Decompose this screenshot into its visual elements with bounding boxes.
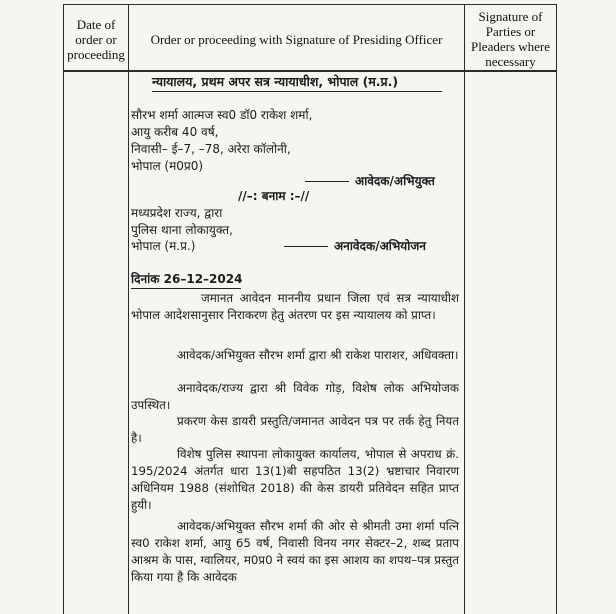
- respondent-city: भोपाल (म.प्र.): [131, 239, 196, 253]
- court-title-underline: [152, 91, 442, 92]
- paragraph-crime-details: विशेष पुलिस स्थापना लोकायुक्त कार्यालय, भोपाल से अपराध क्रं. 195/2024 अंतर्गत धारा 13(1)बी सहपठित 13(2) भ्रष्टाचार निवारण अधिनियम 1988 (संशोधित 2018) की केस डायरी प्रतिवेदन सहित प्राप्त हुयी।: [131, 447, 459, 512]
- paragraph-case-diary: प्रकरण केस डायरी प्रस्तुति/जमानत आवेदन पत्र पर तर्क हेतु नियत है।: [131, 414, 459, 445]
- header-divider: [63, 70, 557, 72]
- column-divider-signature: [464, 4, 465, 614]
- applicant-role: [305, 174, 435, 189]
- order-date: दिनांक 26–12–2024: [131, 272, 243, 286]
- header-date-column: Date of order or proceeding: [67, 16, 125, 62]
- paragraph-applicant-counsel: आवेदक/अभियुक्त सौरभ शर्मा द्वारा श्री राकेश पाराशर, अधिवक्ता।: [177, 348, 459, 362]
- paragraph-affidavit: आवेदक/अभियुक्त सौरभ शर्मा की ओर से श्रीमती उमा शर्मा पत्नि स्व0 राकेश शर्मा, आयु 65 वर्ष, निवासी विनय नगर सेक्टर–2, शब्द प्रताप आश्रम के पास, ग्वालियर, म0प्र0 ने स्वयं का इस आशय का शपथ–पत्र प्रस्तुत किया गया है कि आवेदक: [131, 519, 459, 584]
- applicant-address: निवासी– ई–7, –78, अरेरा कॉलोनी,: [131, 142, 291, 156]
- applicant-name: सौरभ शर्मा आत्मज स्व0 डॉ0 राकेश शर्मा,: [131, 108, 313, 122]
- applicant-age: आयु करीब 40 वर्ष,: [131, 125, 219, 139]
- paragraph-transfer: जमानत आवेदन माननीय प्रधान जिला एवं सत्र न्यायाधीश भोपाल आदेशसानुसार निराकरण हेतु अंतरण पर इस न्यायालय को प्राप्त।: [131, 291, 459, 322]
- applicant-role-label: आवेदक/अभियुक्त: [355, 174, 435, 188]
- order-date-underline: [131, 288, 241, 289]
- applicant-city: भोपाल (म0प्र0): [131, 159, 204, 173]
- column-divider-date: [128, 4, 129, 614]
- respondent-state: मध्यप्रदेश राज्य, द्वारा: [131, 206, 223, 220]
- header-signature-column: Signature of Parties or Pleaders where necessary: [470, 9, 551, 69]
- versus-heading: //–: बनाम :–//: [238, 189, 310, 203]
- role-dash: [284, 246, 328, 247]
- table-top-border: [63, 4, 557, 5]
- table-right-border: [556, 4, 557, 614]
- paragraph-prosecutor: अनावेदक/राज्य द्वारा श्री विवेक गोड़, विशेष लोक अभियोजक उपस्थित।: [131, 381, 459, 412]
- header-order-column: Order or proceeding with Signature of Presiding Officer: [150, 31, 443, 47]
- respondent-role-label: अनावेदक/अभियोजन: [334, 239, 426, 253]
- respondent-role: [284, 239, 426, 254]
- role-dash: [305, 181, 349, 182]
- court-title: न्यायालय, प्रथम अपर सत्र न्यायाधीश, भोपाल (म.प्र.): [152, 74, 399, 89]
- table-left-border: [63, 4, 64, 614]
- respondent-police: पुलिस थाना लोकायुक्त,: [131, 223, 233, 237]
